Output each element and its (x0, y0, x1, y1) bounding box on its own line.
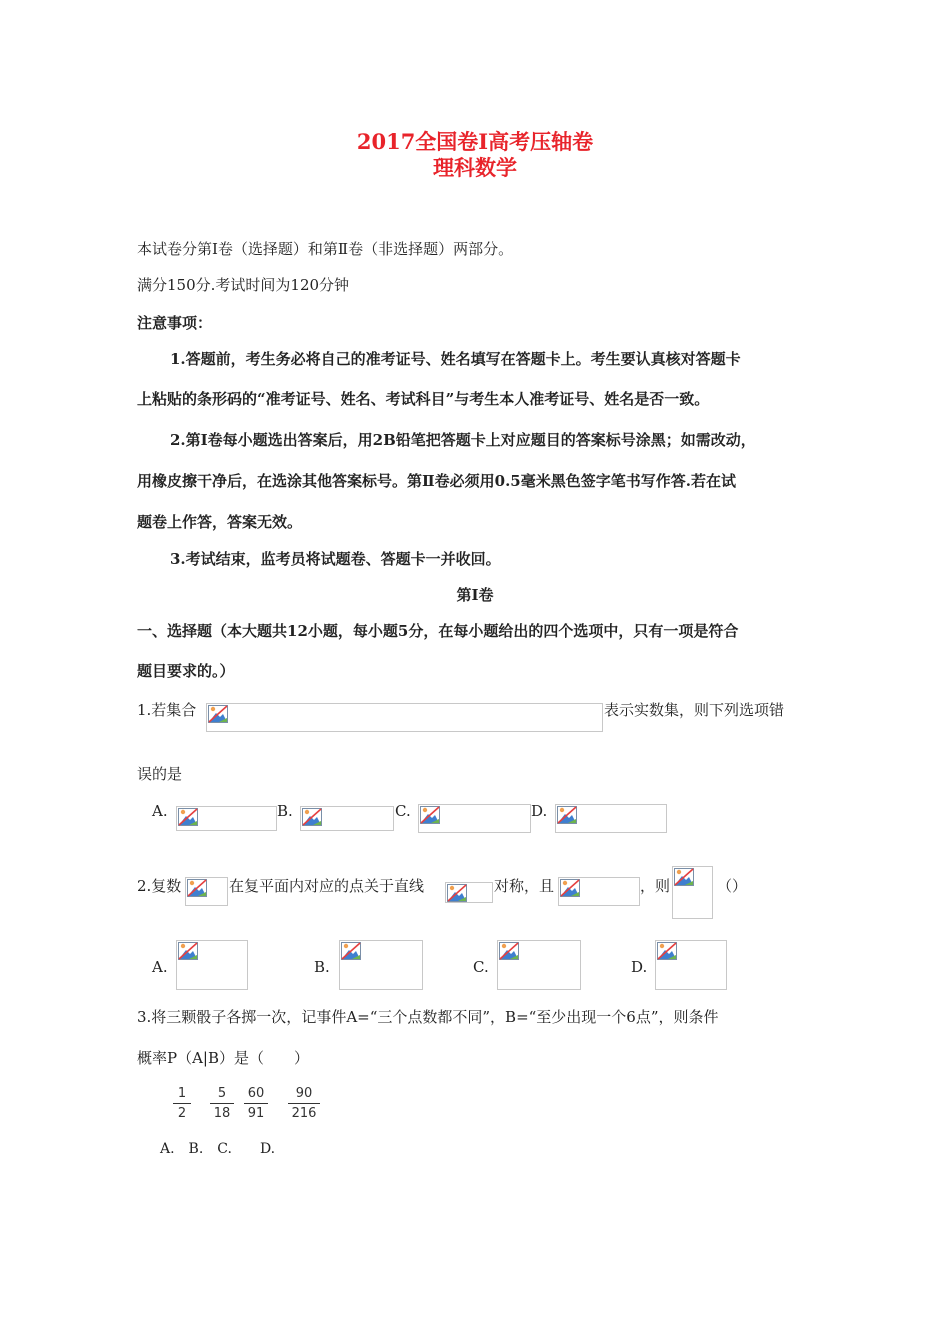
q1-continuation: 误的是 (137, 765, 183, 783)
q3-fraction-b-numerator: 5 (217, 1086, 227, 1101)
q3-fraction-d-denominator: 216 (291, 1106, 317, 1121)
q3-fraction-b (210, 1085, 234, 1122)
notes-heading: 注意事项： (137, 314, 213, 332)
section-heading-b: 题目要求的。） (137, 662, 235, 680)
q3-fraction-b-denominator: 18 (213, 1106, 231, 1121)
q1-option-b-image (300, 806, 394, 831)
fraction-bar (210, 1103, 234, 1104)
q2-image-line (445, 882, 493, 903)
q3-option-labels: A. B. C. D. (160, 1141, 276, 1157)
broken-image-icon (340, 941, 362, 961)
note-2-line-c: 题卷上作答，答案无效。 (137, 513, 303, 531)
broken-image-icon (419, 805, 441, 825)
q3-fraction-a-numerator: 1 (177, 1086, 187, 1101)
q2-option-d-image (655, 940, 727, 990)
intro-line-1: 本试卷分第Ⅰ卷（选择题）和第Ⅱ卷（非选择题）两部分。 (137, 240, 514, 258)
fraction-bar (244, 1103, 268, 1104)
note-1-line-a: 1.答题前，考生务必将自己的准考证号、姓名填写在答题卡上。考生要认真核对答题卡 (170, 350, 741, 368)
broken-image-icon (446, 883, 468, 903)
q1-option-d-label: D. (531, 802, 548, 820)
q3-line-2: 概率P（A|B）是（ ） (137, 1049, 310, 1067)
q3-fraction-a (173, 1085, 191, 1122)
q1-option-c-image (418, 804, 531, 833)
q3-fraction-a-denominator: 2 (177, 1106, 187, 1121)
q1-option-c-label: C. (395, 802, 411, 820)
note-2-line-b: 用橡皮擦干净后，在选涂其他答案标号。第Ⅱ卷必须用0.5毫米黑色签字笔书写作答.若在试 (137, 472, 736, 490)
page-title: 2017全国卷Ⅰ高考压轴卷 (356, 129, 594, 154)
page-subtitle: 理科数学 (433, 155, 517, 180)
q1-prefix: 1.若集合 (137, 701, 197, 719)
q3-fraction-c-numerator: 60 (247, 1086, 265, 1101)
q3-fraction-c-denominator: 91 (247, 1106, 265, 1121)
broken-image-icon (186, 878, 208, 898)
q2-part-5: （） (717, 877, 748, 895)
q2-option-c-label: C. (473, 958, 489, 976)
q2-part-3: 对称，且 (494, 877, 555, 895)
broken-image-icon (177, 941, 199, 961)
q3-fraction-d (288, 1085, 320, 1122)
q2-image-condition (558, 877, 640, 906)
q2-option-a-label: A. (152, 958, 168, 976)
fraction-bar (288, 1103, 320, 1104)
q2-option-a-image (176, 940, 248, 990)
section-heading-a: 一、选择题（本大题共12小题，每小题5分，在每小题给出的四个选项中，只有一项是符合 (137, 622, 739, 640)
broken-image-icon (301, 807, 323, 827)
q2-part-2: 在复平面内对应的点关于直线 (229, 877, 425, 895)
volume-heading: 第Ⅰ卷 (456, 586, 494, 604)
q2-option-b-image (339, 940, 423, 990)
note-2-line-a: 2.第Ⅰ卷每小题选出答案后，用2B铅笔把答题卡上对应题目的答案标号涂黑；如需改动， (170, 431, 756, 449)
broken-image-icon (673, 867, 695, 887)
fraction-bar (173, 1103, 191, 1104)
q1-option-a-image (176, 806, 277, 831)
q2-image-z (185, 877, 228, 906)
q2-option-c-image (497, 940, 581, 990)
q1-option-a-label: A. (152, 802, 168, 820)
q3-fraction-c (244, 1085, 268, 1122)
q2-part-4: ，则 (640, 877, 671, 895)
q2-image-result (672, 866, 713, 919)
broken-image-icon (556, 805, 578, 825)
q1-suffix: 表示实数集，则下列选项错 (604, 701, 785, 719)
broken-image-icon (656, 941, 678, 961)
broken-image-icon (559, 878, 581, 898)
intro-line-2: 满分150分.考试时间为120分钟 (137, 276, 350, 294)
broken-image-icon (177, 807, 199, 827)
q3-fraction-d-numerator: 90 (295, 1086, 313, 1101)
note-1-line-b: 上粘贴的条形码的“准考证号、姓名、考试科目”与考生本人准考证号、姓名是否一致。 (137, 390, 710, 408)
q3-line-1: 3.将三颗骰子各掷一次，记事件A=“三个点数都不同”，B=“至少出现一个6点”，则条件 (137, 1008, 719, 1026)
q2-option-d-label: D. (631, 958, 648, 976)
q2-option-b-label: B. (314, 958, 330, 976)
q1-option-d-image (555, 804, 667, 833)
broken-image-icon (498, 941, 520, 961)
q1-option-b-label: B. (277, 802, 293, 820)
note-3: 3.考试结束，监考员将试题卷、答题卡一并收回。 (170, 550, 501, 568)
q2-part-1: 2.复数 (137, 877, 182, 895)
broken-image-icon (207, 704, 229, 724)
q1-set-image (206, 703, 603, 732)
